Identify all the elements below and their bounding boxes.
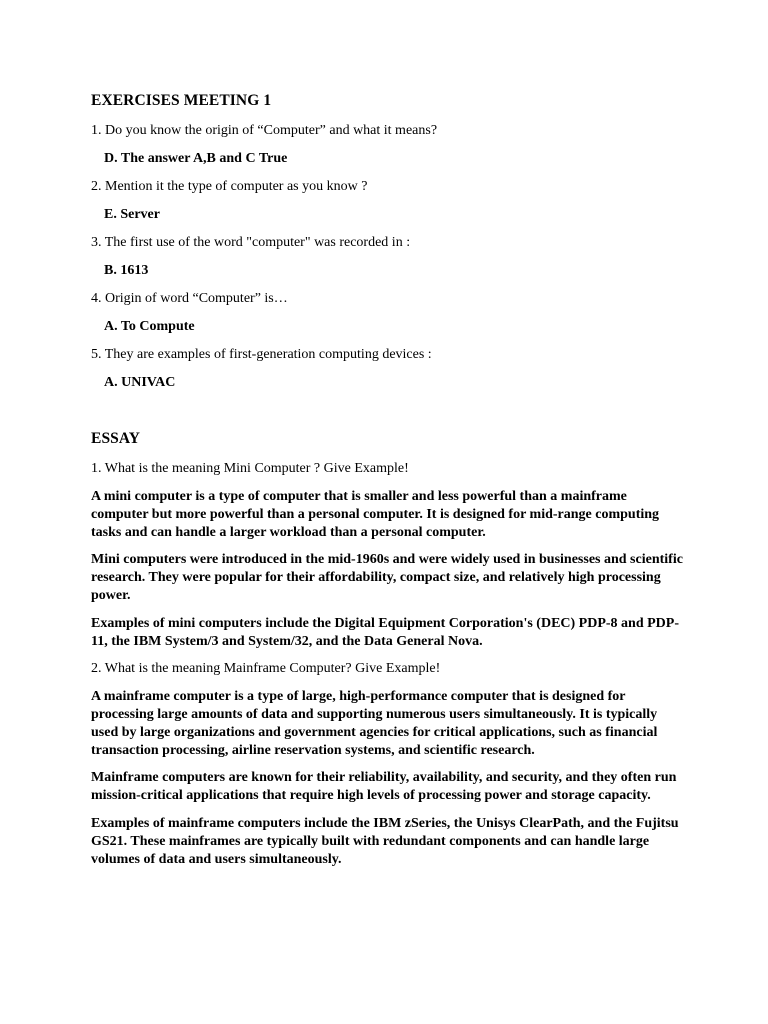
exercise-question-1: 1. Do you know the origin of “Computer” and what it means? xyxy=(91,123,438,138)
exercise-question-5: 5. They are examples of first-generation computing devices : xyxy=(91,347,432,362)
paragraph-line: Mainframe computers are known for their reliability, availability, and security, and they often run xyxy=(91,770,677,785)
paragraph-line: Mini computers were introduced in the mid-1960s and were widely used in businesses and scientific xyxy=(91,552,683,567)
paragraph-line: Examples of mini computers include the Digital Equipment Corporation's (DEC) PDP-8 and PDP- xyxy=(91,616,679,631)
paragraph-line: volumes of data and users simultaneously. xyxy=(91,852,342,867)
paragraph-line: used by large organizations and government agencies for critical applications, such as financial xyxy=(91,725,658,740)
essay-paragraph xyxy=(91,815,691,869)
exercise-answer-3: B. 1613 xyxy=(104,263,149,278)
paragraph-line: GS21. These mainframes are typically built with redundant components and can handle large xyxy=(91,834,650,849)
essay-paragraph xyxy=(91,488,691,542)
paragraph-line: mission-critical applications that require high levels of processing power and storage capacity. xyxy=(91,788,651,803)
paragraph-line: computer but more powerful than a personal computer. It is designed for mid-range computing xyxy=(91,507,660,522)
paragraph-line: 11, the IBM System/3 and System/32, and the Data General Nova. xyxy=(91,634,483,649)
essay-paragraph xyxy=(91,615,691,651)
paragraph-line: A mini computer is a type of computer that is smaller and less powerful than a mainframe xyxy=(91,489,627,504)
exercise-answer-4: A. To Compute xyxy=(104,319,195,334)
essay-paragraph xyxy=(91,551,691,605)
paragraph-line: A mainframe computer is a type of large, high-performance computer that is designed for xyxy=(91,689,626,704)
exercise-answer-1: D. The answer A,B and C True xyxy=(104,151,288,166)
paragraph-line: research. They were popular for their affordability, compact size, and relatively high processing xyxy=(91,570,661,585)
paragraph-line: power. xyxy=(91,588,131,603)
essay-paragraph xyxy=(91,769,691,805)
paragraph-line: Examples of mainframe computers include the IBM zSeries, the Unisys ClearPath, and the Fujitsu xyxy=(91,816,679,831)
paragraph-line: processing large amounts of data and supporting numerous users simultaneously. It is typically xyxy=(91,707,658,722)
exercises-heading: EXERCISES MEETING 1 xyxy=(91,92,272,109)
exercise-question-2: 2. Mention it the type of computer as you know ? xyxy=(91,179,368,194)
exercise-question-3: 3. The first use of the word "computer" was recorded in : xyxy=(91,235,411,250)
essay-question-1: 1. What is the meaning Mini Computer ? Give Example! xyxy=(91,461,409,476)
essay-heading: ESSAY xyxy=(91,430,141,447)
essay-paragraph xyxy=(91,688,691,760)
exercise-answer-5: A. UNIVAC xyxy=(104,375,176,390)
essay-question-2: 2. What is the meaning Mainframe Computer? Give Example! xyxy=(91,661,441,676)
exercise-answer-2: E. Server xyxy=(104,207,160,222)
paragraph-line: tasks and can handle a larger workload than a personal computer. xyxy=(91,525,486,540)
paragraph-line: transaction processing, airline reservation systems, and scientific research. xyxy=(91,743,535,758)
exercise-question-4: 4. Origin of word “Computer” is… xyxy=(91,291,288,306)
